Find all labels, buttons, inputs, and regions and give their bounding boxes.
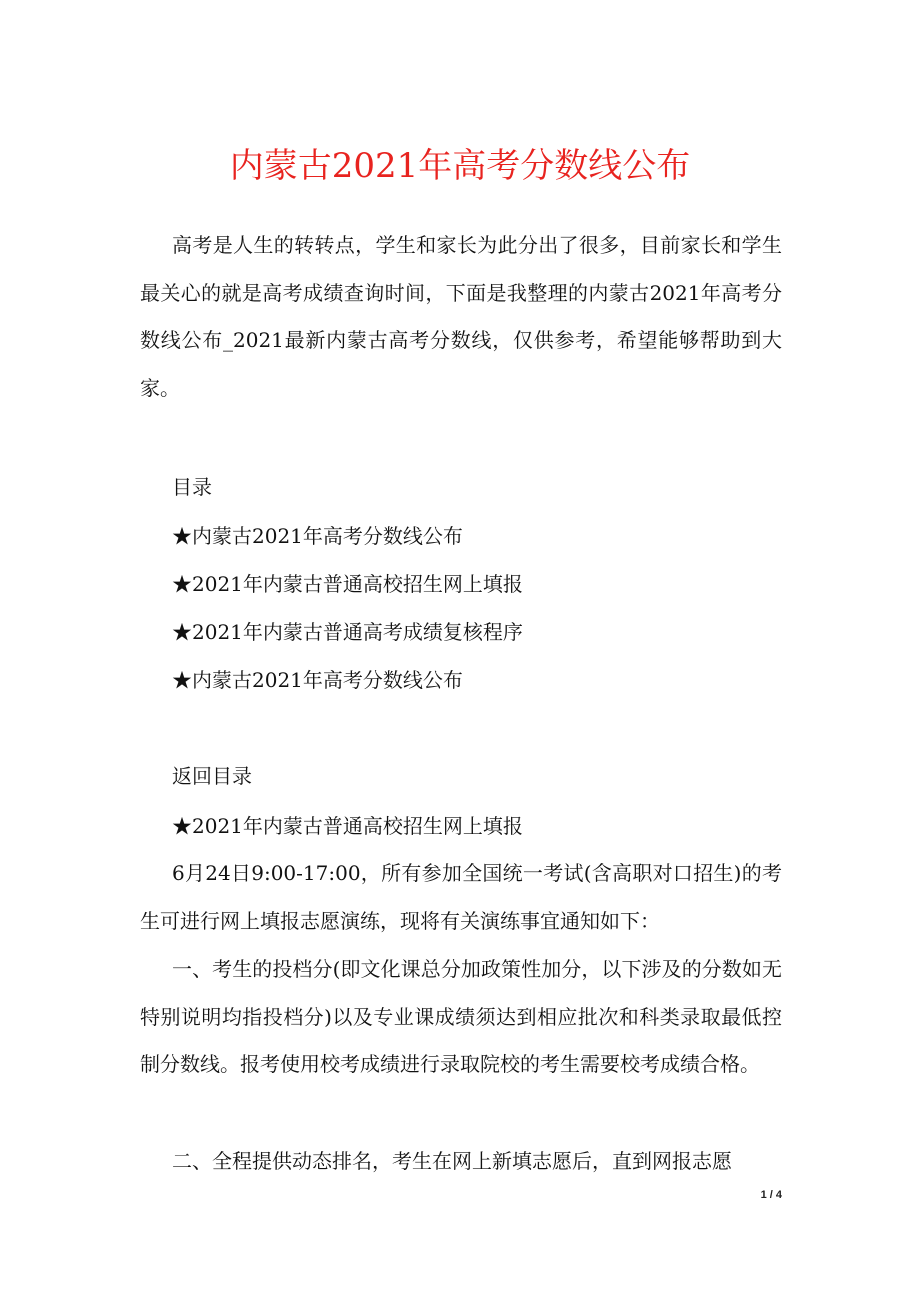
toc-item[interactable]: ★2021年内蒙古普通高考成绩复核程序 — [172, 620, 523, 644]
body-paragraph: 6月24日9:00-17:00，所有参加全国统一考试(含高职对口招生)的考生可进行网上填报志愿演练，现将有关演练事宜通知如下： — [140, 861, 782, 933]
toc-heading: 目录 — [172, 475, 212, 499]
intro-paragraph: 高考是人生的转转点，学生和家长为此分出了很多，目前家长和学生最关心的就是高考成绩查询时间，下面是我整理的内蒙古2021年高考分数线公布_2021最新内蒙古高考分数线，仅供参考，希望能够帮助到大家。 — [140, 233, 782, 400]
toc-item[interactable]: ★2021年内蒙古普通高校招生网上填报 — [172, 572, 523, 596]
page-title: 内蒙古2021年高考分数线公布 — [229, 146, 691, 186]
body-paragraph: 一、考生的投档分(即文化课总分加政策性加分，以下涉及的分数如无特别说明均指投档分)以及专业课成绩须达到相应批次和科类录取最低控制分数线。报考使用校考成绩进行录取院校的考生需要校考成绩合格。 — [140, 957, 782, 1076]
body-paragraph: 二、全程提供动态排名，考生在网上新填志愿后，直到网报志愿 — [172, 1149, 732, 1173]
toc-item[interactable]: ★内蒙古2021年高考分数线公布 — [172, 668, 463, 692]
page-number: 1 / 4 — [760, 1189, 782, 1201]
back-to-toc-link[interactable]: 返回目录 — [172, 764, 252, 788]
toc-item[interactable]: ★内蒙古2021年高考分数线公布 — [172, 524, 463, 548]
section-heading: ★2021年内蒙古普通高校招生网上填报 — [172, 814, 523, 838]
